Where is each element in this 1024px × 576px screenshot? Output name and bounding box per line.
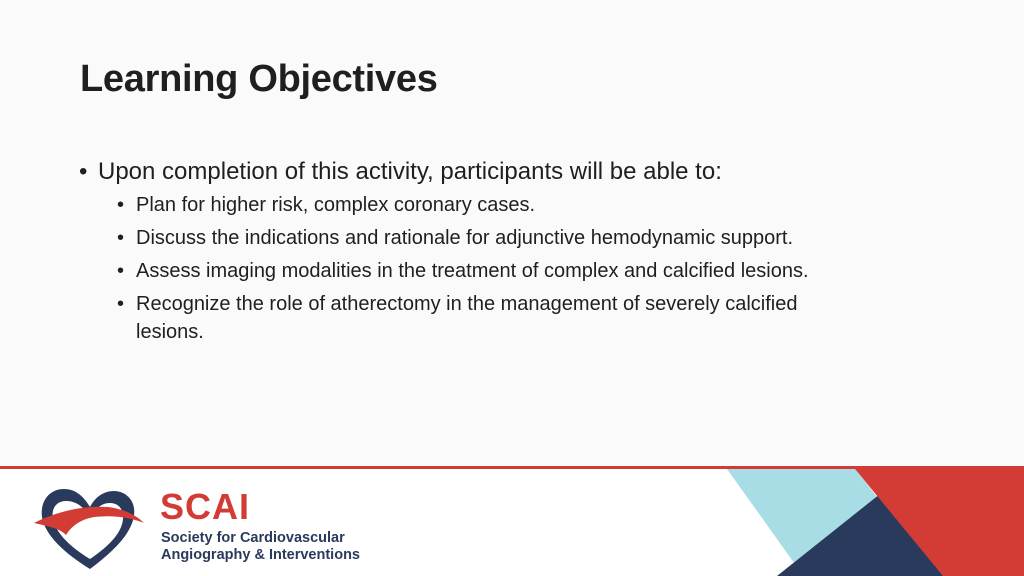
footer-decoration: [0, 469, 1024, 576]
intro-text: Upon completion of this activity, participants will be able to:: [98, 158, 722, 185]
intro-bullet: [78, 156, 958, 345]
objective-item: [116, 289, 956, 345]
objectives-list: [98, 190, 958, 345]
objective-item: • Assess imaging modalities in the treatment of complex and calcified lesions.: [116, 256, 956, 286]
logo-name: SCAI: [160, 486, 251, 527]
objective-item: • Plan for higher risk, complex coronary cases.: [116, 190, 956, 220]
slide-title: Learning Objectives: [80, 58, 438, 100]
scai-heart-logo-icon: [32, 485, 152, 573]
footer: [0, 469, 1024, 576]
tagline-line-1: Society for Cardiovascular: [161, 530, 345, 546]
logo-tagline: [161, 530, 360, 564]
objective-4-line-1: Recognize the role of atherectomy in the management of severely calcified: [136, 293, 798, 315]
objective-item: • Discuss the indications and rationale for adjunctive hemodynamic support.: [116, 223, 956, 253]
objective-4-line-2: lesions.: [136, 321, 204, 343]
bullet-list: [78, 156, 958, 348]
tagline-line-2: Angiography & Interventions: [161, 547, 360, 563]
